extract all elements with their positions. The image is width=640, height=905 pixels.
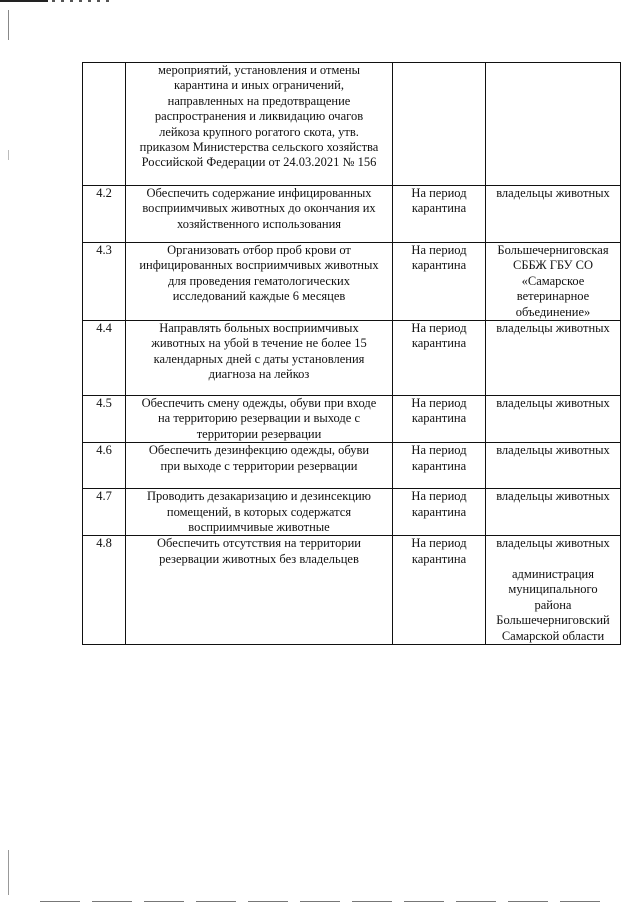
row-number: [83, 63, 126, 186]
scan-mark-top: [0, 0, 48, 2]
row-responsible: владельцы животных: [486, 443, 621, 489]
row-period: На период карантина: [393, 243, 486, 321]
row-number: 4.2: [83, 186, 126, 243]
row-responsible: владельцы животных: [486, 186, 621, 243]
row-action: Организовать отбор проб крови от инфицированных восприимчивых животных для проведения гематологических исследований каждые 6 месяцев: [126, 243, 393, 321]
row-action: Проводить дезакаризацию и дезинсекцию помещений, в которых содержатся восприимчивые животные: [126, 489, 393, 536]
row-responsible: владельцы животных: [486, 321, 621, 396]
row-number: 4.6: [83, 443, 126, 489]
row-number: 4.5: [83, 396, 126, 443]
row-responsible: владельцы животных: [486, 396, 621, 443]
table-row: [83, 396, 621, 443]
row-period: На период карантина: [393, 396, 486, 443]
table-row: [83, 536, 621, 644]
row-period: На период карантина: [393, 186, 486, 243]
table-row: [83, 443, 621, 489]
row-action: Обеспечить смену одежды, обуви при входе на территорию резервации и выходе с территории резервации: [126, 396, 393, 443]
row-period: На период карантина: [393, 536, 486, 644]
row-period: На период карантина: [393, 321, 486, 396]
spacer: [488, 552, 618, 567]
row-responsible: [486, 63, 621, 186]
measures-table: [82, 62, 621, 645]
row-period: На период карантина: [393, 443, 486, 489]
row-responsible: Большечерниговская СББЖ ГБУ СО «Самарское ветеринарное объединение»: [486, 243, 621, 321]
row-number: 4.3: [83, 243, 126, 321]
scan-edge-left: [8, 10, 9, 895]
row-action: Направлять больных восприимчивых животных на убой в течение не более 15 календарных дней с даты установления диагноза на лейкоз: [126, 321, 393, 396]
table-row: [83, 63, 621, 186]
scan-dots-top: [52, 0, 112, 2]
row-action: мероприятий, установления и отмены карантина и иных ограничений, направленных на предотвращение распространения и ликвидацию очагов лейкоза крупного рогатого скота, утв. приказом Министерства сельского хозяйства Российской Федерации от 24.03.2021 № 156: [126, 63, 393, 186]
row-number: 4.8: [83, 536, 126, 644]
table-row: [83, 321, 621, 396]
table-row: [83, 186, 621, 243]
row-action: Обеспечить отсутствия на территории резервации животных без владельцев: [126, 536, 393, 644]
row-number: 4.7: [83, 489, 126, 536]
row-action: Обеспечить дезинфекцию одежды, обуви при выходе с территории резервации: [126, 443, 393, 489]
scan-edge-bottom: [40, 901, 600, 902]
table-row: [83, 243, 621, 321]
row-number: 4.4: [83, 321, 126, 396]
row-action: Обеспечить содержание инфицированных восприимчивых животных до окончания их хозяйственного использования: [126, 186, 393, 243]
table-row: [83, 489, 621, 536]
row-responsible-extra: администрация муниципального района Большечерниговский Самарской области: [496, 566, 610, 643]
row-responsible: владельцы животных администрация муниципального района Большечерниговский Самарской области: [486, 536, 621, 644]
row-period: [393, 63, 486, 186]
row-period: На период карантина: [393, 489, 486, 536]
row-responsible: владельцы животных: [486, 489, 621, 536]
